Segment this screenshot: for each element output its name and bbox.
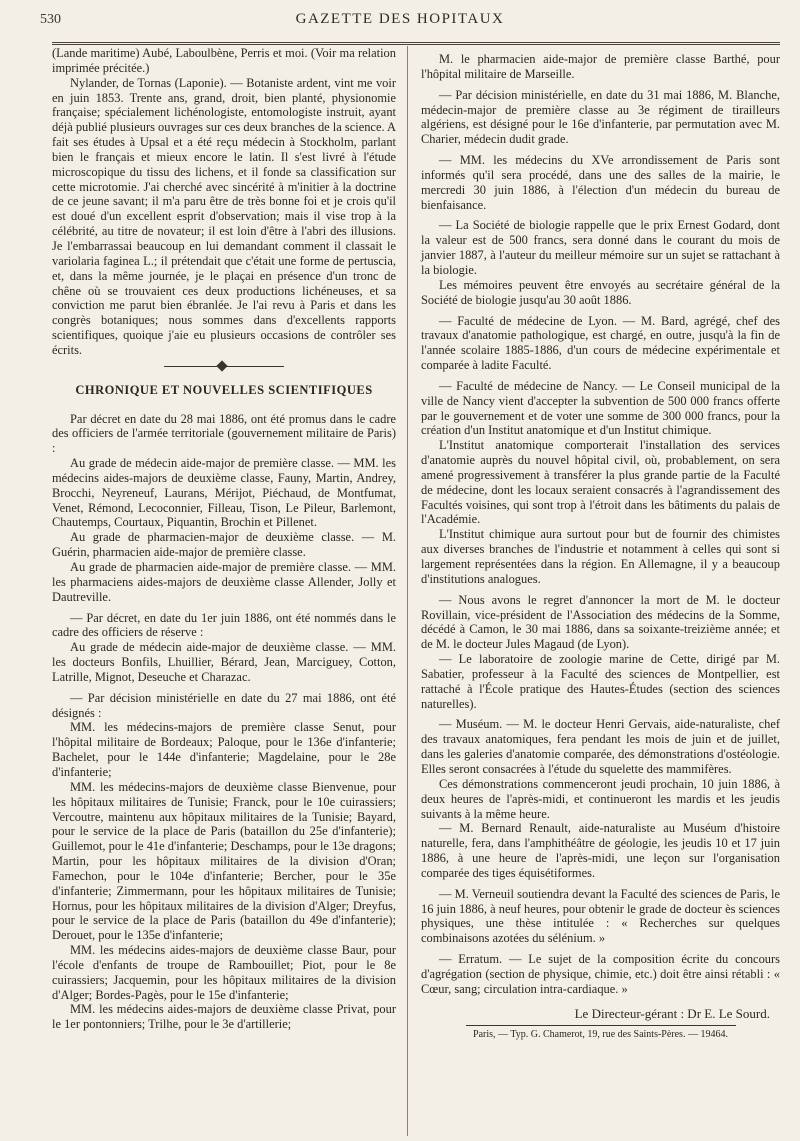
paragraph: Au grade de médecin aide-major de première classe. — MM. les médecins aides-majors de deuxième classe, Fauny, Martin, Andrey, Brocchi, Neyreneuf, Laurans, Mérijot, Piéchaud, de Montfumat, Venet, Rémond, Lecoconnier, Filleau, Tison, Le Pileur, Barlemont, Chautemps, Courtaux, Piquantin, Brochin et Pillenet. xyxy=(52,456,396,530)
paragraph: Ces démonstrations commenceront jeudi prochain, 10 juin 1886, à deux heures de l'après-midi, et continueront les mardis et les jeudis suivants à la même heure. xyxy=(421,776,780,821)
paragraph: MM. les médecins aides-majors de deuxième classe Baur, pour l'école d'enfants de troupe de Rambouillet; Piot, pour le 8e cuirassiers; Jacquemin, pour les hôpitaux militaires de la division d'Alger; Bordes-Pagès, pour le 15e d'infanterie; xyxy=(52,943,396,1002)
paragraph: Par décret en date du 28 mai 1886, ont été promus dans le cadre des officiers de l'armée territoriale (gouvernement militaire de Paris) : xyxy=(52,411,396,456)
paragraph: — M. Bernard Renault, aide-naturaliste au Muséum d'histoire naturelle, fera, dans l'amphithéâtre de géologie, les jeudis 10 et 17 juin 1886, à une heure de l'après-midi, une leçon sur l'organisation comparée des tiges équisétiformes. xyxy=(421,821,780,880)
paragraph: — Par décision ministérielle, en date du 31 mai 1886, M. Blanche, médecin-major de première classe au 3e régiment de tirailleurs algériens, est désigné pour le 16e d'infanterie, par permutation avec M. Charier, médecin dudit grade. xyxy=(421,87,780,147)
header-rule xyxy=(52,42,780,45)
column-divider xyxy=(407,46,408,1136)
paragraph: M. le pharmacien aide-major de première classe Barthé, pour l'hôpital militaire de Marseille. xyxy=(421,52,780,81)
paragraph: MM. les médecins-majors de première classe Senut, pour l'hôpital militaire de Bordeaux; Paloque, pour le 136e d'infanterie; Bachelet, pour le 144e d'infanterie; Magdelaine, pour le 28e d'infanterie; xyxy=(52,720,396,779)
paragraph: — Le laboratoire de zoologie marine de Cette, dirigé par M. Sabatier, professeur à la Faculté des sciences de Montpellier, est rattaché à l'École pratique des Hautes-Études (section des sciences naturelles). xyxy=(421,652,780,711)
paragraph: L'Institut chimique aura surtout pour but de fournir des chimistes aux diverses branches de l'industrie et notamment à celles qui sont si largement représentées dans la région. En Allemagne, il y a beaucoup d'institutions analogues. xyxy=(421,527,780,586)
section-title: CHRONIQUE ET NOUVELLES SCIENTIFIQUES xyxy=(75,382,373,397)
page-number: 530 xyxy=(40,12,61,27)
paragraph: — M. Verneuil soutiendra devant la Faculté des sciences de Paris, le 16 juin 1886, à neuf heures, pour obtenir le grade de docteur ès sciences physiques, une thèse intitulée : « Recherches sur quelques combinaisons azotées du sélénium. » xyxy=(421,886,780,946)
paragraph: Au grade de pharmacien-major de deuxième classe. — M. Guérin, pharmacien aide-major de première classe. xyxy=(52,530,396,560)
paragraph: — Par décision ministérielle en date du 27 mai 1886, ont été désignés : xyxy=(52,690,396,720)
right-column xyxy=(421,52,780,1043)
signature: Le Directeur-gérant : Dr E. Le Sourd. xyxy=(574,1005,770,1021)
paragraph: — Faculté de médecine de Nancy. — Le Conseil municipal de la ville de Nancy vient d'accepter la subvention de 500 000 francs offerte par le gouvernement et de voter une somme de 300 000 francs, pour la création d'un Institut anatomique et d'un Institut chimique. xyxy=(421,378,780,438)
paragraph: L'Institut anatomique comporterait l'installation des services d'anatomie auprès du nouvel hôpital civil, où, probablement, on sera amené progressivement à transférer la plus grande partie de la Faculté de médecine, dont les locaux seraient consacrés à l'agrandissement des Facultés voisines, qui sont trop à l'étroit dans les bâtiments du palais de l'Académie. xyxy=(421,438,780,527)
paragraph: Au grade de pharmacien aide-major de première classe. — MM. les pharmaciens aides-majors de deuxième classe Allender, Jolly et Dautreville. xyxy=(52,560,396,604)
paragraph: Les mémoires peuvent être envoyés au secrétaire général de la Société de biologie jusqu'au 30 août 1886. xyxy=(421,277,780,307)
paragraph: Nylander, de Tornas (Laponie). — Botaniste ardent, vint me voir en juin 1853. Trente ans, grand, droit, bien planté, physionomie française; spécialement lichénologiste, entomologiste instruit, ayant déjà publié plusieurs ouvrages sur ces deux branches de la science. A fait ses études à Upsal et a été reçu médecin à Stockholm, parlant bien le français et mieux encore le latin. Il s'est livré à l'étude microscopique du tissu des lichens, et il fonde sa classification sur cette microtomie. J'ai cherché avec sincérité à m'initier à la doctrine de ce jeune savant; il m'a paru être de très bonne foi et je crois qu'il est doué d'un excellent esprit d'observation; mais il vise trop à la célébrité, au titre de novateur; il est loin d'être à l'abri des illusions. Je l'embarrassai beaucoup en lui demandant comment il classait le variolaria faginea L.; il prétendait que c'était une forme de pertuscia, et, dans la même journée, je le plaçai en présence d'un tronc de chêne où se trouvaient ces deux productions lichéneuses, et sa conviction me parut bien ébranlée. Je l'ai revu à Paris et dans les congrès botaniques; nous sommes dans d'excellents rapports scientifiques, quoique j'aie eu plusieurs occasions de contrôler ses écrits. xyxy=(52,75,396,357)
paragraph: — Erratum. — Le sujet de la composition écrite du concours d'agrégation (section de physique, chimie, etc.) doit être ainsi rétabli : « Cœur, sang; circulation intra-cardiaque. » xyxy=(421,952,780,996)
paragraph: — MM. les médecins du XVe arrondissement de Paris sont informés qu'il sera procédé, dans une des salles de la mairie, le mercredi 30 juin 1886, à l'élection d'un médecin du bureau de bienfaisance. xyxy=(421,153,780,212)
paragraph: — La Société de biologie rappelle que le prix Ernest Godard, dont la valeur est de 500 francs, sera donné dans le courant du mois de janvier 1887, à l'auteur du meilleur mémoire sur un sujet se rattachant à la biologie. xyxy=(421,218,780,277)
paragraph: — Muséum. — M. le docteur Henri Gervais, aide-naturaliste, chef des travaux anatomiques, fera pendant les mois de juin et de juillet, dans les galeries d'anatomie comparée, des démonstrations d'ostéologie. Elles seront consacrées à l'étude du squelette des mammifères. xyxy=(421,717,780,776)
printer-line: Paris, — Typ. G. Chamerot, 19, rue des Saints-Pères. — 19464. xyxy=(466,1025,736,1043)
left-column xyxy=(52,46,396,1032)
paragraph: Au grade de médecin aide-major de deuxième classe. — MM. les docteurs Bonfils, Lhuillier, Bérard, Jean, Marciguey, Cotton, Latrille, Mignot, Deseuche et Charazac. xyxy=(52,640,396,684)
section-ornament xyxy=(164,366,284,371)
paragraph: — Faculté de médecine de Lyon. — M. Bard, agrégé, chef des travaux d'anatomie pathologique, est chargé, en outre, jusqu'à la fin de l'année scolaire 1885-1886, d'un cours de médecine expérimentale et comparée à ladite Faculté. xyxy=(421,313,780,373)
paragraph: (Lande maritime) Aubé, Laboulbène, Perris et moi. (Voir ma relation imprimée précitée.) xyxy=(52,46,396,75)
paragraph: MM. les médecins aides-majors de deuxième classe Privat, pour le 1er pontonniers; Trilhe, pour le 3e d'artillerie; xyxy=(52,1002,396,1032)
paragraph: — Par décret, en date du 1er juin 1886, ont été nommés dans le cadre des officiers de réserve : xyxy=(52,610,396,640)
paragraph: MM. les médecins-majors de deuxième classe Bienvenue, pour les hôpitaux militaires de Tunisie; Franck, pour le 10e cuirassiers; Vercoutre, maintenu aux hôpitaux militaires de la Tunisie; Bayard, pour le service de la place de Paris (bataillon du 25e d'infanterie); Guillemot, pour le 41e d'infanterie; Deschamps, pour le 13e dragons; Martin, pour les hôpitaux militaires de la division d'Oran; Famechon, pour le 104e d'infanterie; Bercher, pour le 35e d'infanterie; Zimmermann, pour les hôpitaux militaires de Tunisie; Hornus, pour les hôpitaux militaires de la division d'Alger; Dreyfus, pour le service de la place de Paris (bataillon du 49e d'infanterie); Derouet, pour le 135e d'infanterie; xyxy=(52,779,396,943)
paragraph: — Nous avons le regret d'annoncer la mort de M. le docteur Rovillain, vice-président de l'Association des médecins de la Somme, décédé à Camon, le 30 mai 1886, dans sa soixante-treizième année; et de M. le docteur Jules Magaud (de Lyon). xyxy=(421,592,780,652)
running-title: GAZETTE DES HOPITAUX xyxy=(295,11,505,27)
